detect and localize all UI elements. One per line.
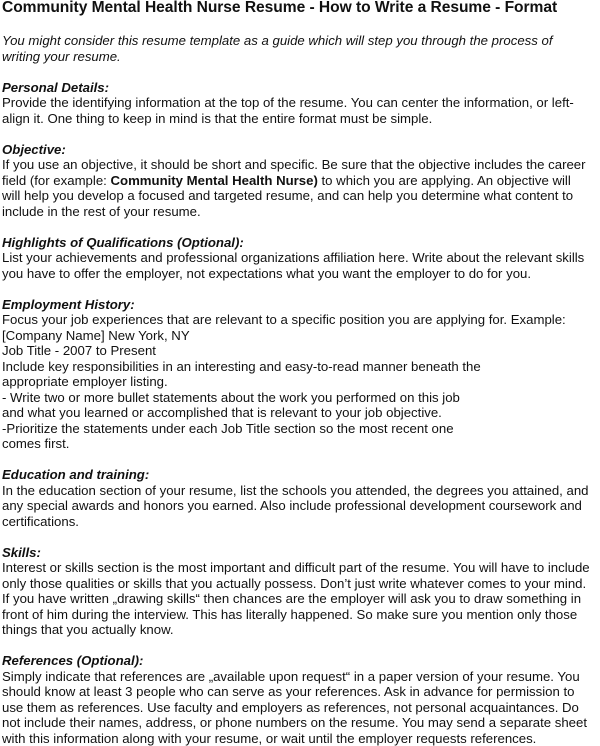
section-skills [2, 545, 600, 638]
section-heading: Education and training: [2, 467, 600, 483]
body-text: to which you are applying. An objective will [318, 173, 571, 188]
body-line: certifications. [2, 514, 600, 530]
body-line: things that you actually know. [2, 622, 600, 638]
body-line: appropriate employer listing. [2, 374, 600, 390]
body-line: will help you develop a focused and targeted resume, and can help you determine what content to [2, 188, 600, 204]
section-references [2, 653, 600, 746]
body-line: - Write two or more bullet statements about the work you performed on this job [2, 390, 600, 406]
body-line: [Company Name] New York, NY [2, 328, 600, 344]
body-line-mixed [2, 173, 600, 189]
section-highlights [2, 235, 600, 282]
body-line: If you have written „drawing skills“ then chances are the employer will ask you to draw something in [2, 591, 600, 607]
body-line: Job Title - 2007 to Present [2, 343, 600, 359]
section-personal-details [2, 80, 600, 127]
body-line: not include their names, address, or phone numbers on the resume. You may send a separate sheet [2, 715, 600, 731]
body-line: -Prioritize the statements under each Job Title section so the most recent one [2, 421, 600, 437]
body-line: Provide the identifying information at the top of the resume. You can center the information, or left- [2, 95, 600, 111]
page-title: Community Mental Health Nurse Resume - How to Write a Resume - Format [2, 0, 600, 16]
body-line: should know at least 3 people who can serve as your references. Ask in advance for permission to [2, 684, 600, 700]
intro-paragraph [2, 33, 600, 64]
body-line: use them as references. Use faculty and employers as references, not personal acquaintances. Do [2, 700, 600, 716]
body-line: include in the rest of your resume. [2, 204, 600, 220]
body-line: In the education section of your resume, list the schools you attended, the degrees you attained, and [2, 483, 600, 499]
section-heading: Highlights of Qualifications (Optional): [2, 235, 600, 251]
body-line: Focus your job experiences that are relevant to a specific position you are applying for. Example: [2, 312, 600, 328]
body-line: comes first. [2, 436, 600, 452]
section-education [2, 467, 600, 529]
body-line: only those qualities or skills that you actually possess. Don’t just write whatever comes to your mind. [2, 576, 600, 592]
body-line: align it. One thing to keep in mind is that the entire format must be simple. [2, 111, 600, 127]
body-line: you have to offer the employer, not expectations what you want the employer to do for you. [2, 266, 600, 282]
body-line: front of him during the interview. This has literally happened. So make sure you mention only those [2, 607, 600, 623]
intro-line: You might consider this resume template as a guide which will step you through the process of [2, 33, 600, 49]
section-heading: Skills: [2, 545, 600, 561]
body-line: Simply indicate that references are „available upon request“ in a paper version of your resume. You [2, 669, 600, 685]
body-line: If you use an objective, it should be short and specific. Be sure that the objective includes the career [2, 157, 600, 173]
body-line: and what you learned or accomplished that is relevant to your job objective. [2, 405, 600, 421]
body-line: List your achievements and professional organizations affiliation here. Write about the relevant skills [2, 250, 600, 266]
section-objective [2, 142, 600, 220]
body-text: field (for example: [2, 173, 110, 188]
body-line: Include key responsibilities in an interesting and easy-to-read manner beneath the [2, 359, 600, 375]
body-line: any special awards and honors you earned. Also include professional development coursework and [2, 498, 600, 514]
section-heading: References (Optional): [2, 653, 600, 669]
section-heading: Employment History: [2, 297, 600, 313]
section-heading: Objective: [2, 142, 600, 158]
bold-example-phrase: Community Mental Health Nurse) [110, 173, 317, 188]
body-line: with this information along with your resume, or wait until the employer requests references. [2, 731, 600, 746]
section-heading: Personal Details: [2, 80, 600, 96]
body-line: Interest or skills section is the most important and difficult part of the resume. You will have to include [2, 560, 600, 576]
intro-line: writing your resume. [2, 49, 600, 65]
section-employment-history [2, 297, 600, 452]
